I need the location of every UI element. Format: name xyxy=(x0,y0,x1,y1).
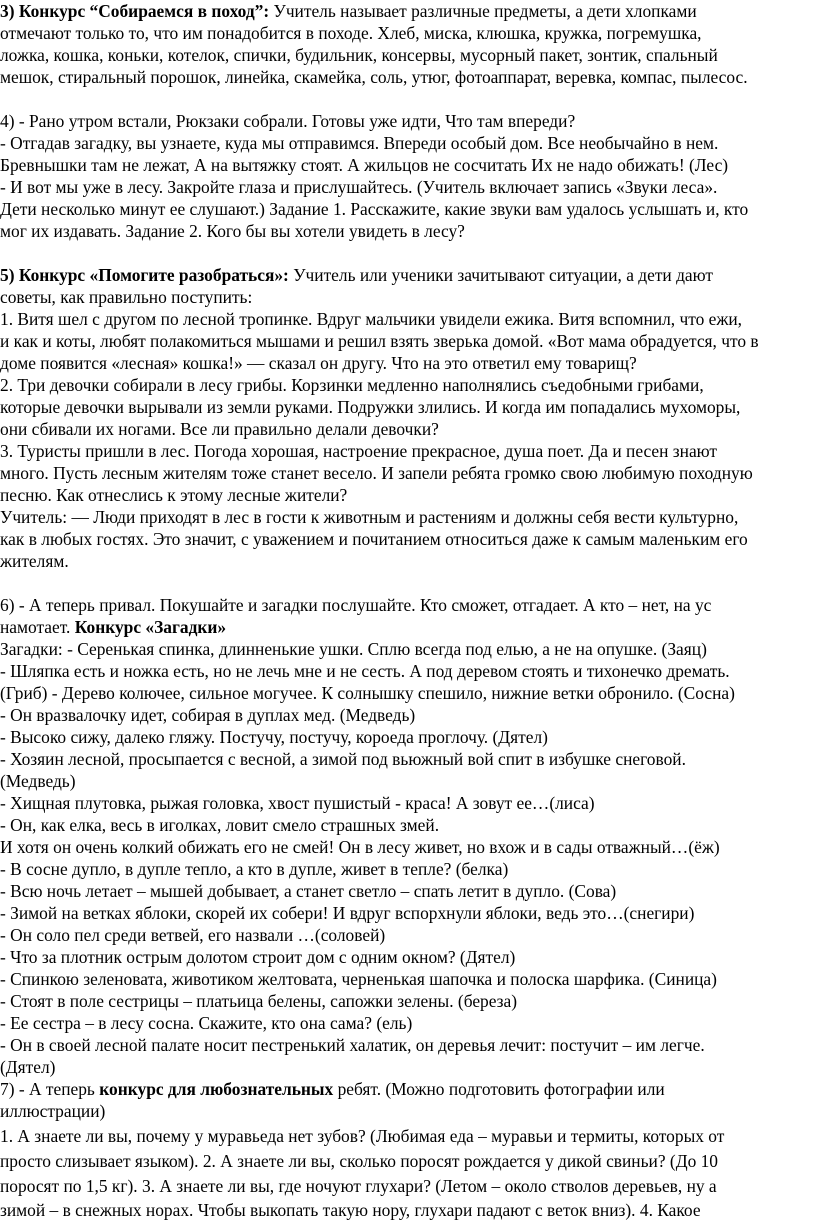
paragraph-line: зимой – в снежных норах. Чтобы выкопать такую нору, глухари падают с веток вниз). 4. Какое xyxy=(0,1200,701,1220)
riddle-line: Загадки: - Серенькая спинка, длинненькие ушки. Сплю всегда под елью, а не на опушке. (Заяц) xyxy=(0,639,707,659)
section-6-text: намотает. xyxy=(0,617,71,637)
riddle-line: - Он соло пел среди ветвей, его назвали …(соловей) xyxy=(0,925,386,945)
section-7-suffix: ребят. (Можно подготовить фотографии или xyxy=(337,1079,665,1099)
paragraph-line: как в любых гостях. Это значит, с уважением и почитанием относиться даже к самым маленьким его xyxy=(0,529,748,549)
riddle-line: - Хищная плутовка, рыжая головка, хвост пушистый - краса! А зовут ее…(лиса) xyxy=(0,793,595,813)
section-6-title: Конкурс «Загадки» xyxy=(74,617,227,637)
riddle-line: (Медведь) xyxy=(0,771,76,791)
paragraph-line: - Отгадав загадку, вы узнаете, куда мы отправимся. Впереди особый дом. Все необычайно в нем. xyxy=(0,133,719,153)
paragraph-line: Учитель: — Люди приходят в лес в гости к животным и растениям и должны себя вести культурно, xyxy=(0,507,739,527)
section-3-title: Конкурс “Собираемся в поход”: xyxy=(18,1,270,21)
riddle-line: - Спинкою зеленовата, животиком желтовата, черненькая шапочка и полоска шарфика. (Синица) xyxy=(0,969,717,989)
riddle-line: - Он в своей лесной палате носит пестренький халатик, он деревья лечит: постучит – им легче. xyxy=(0,1035,705,1055)
riddle-line: - Ее сестра – в лесу сосна. Скажите, кто она сама? (ель) xyxy=(0,1013,413,1033)
paragraph-line: отмечают только то, что им понадобится в походе. Хлеб, миска, клюшка, кружка, погремушка, xyxy=(0,23,702,43)
section-5-intro: Учитель или ученики зачитывают ситуации, а дети дают xyxy=(293,265,714,285)
paragraph-line: песню. Как отнеслись к этому лесные жители? xyxy=(0,485,348,505)
paragraph-line: иллюстрации) xyxy=(0,1101,106,1121)
section-7-prefix: 7) - А теперь xyxy=(0,1079,95,1099)
paragraph-line: много. Пусть лесным жителям тоже станет весело. И запели ребята громко свою любимую походную xyxy=(0,463,753,483)
paragraph-line: жителям. xyxy=(0,551,69,571)
paragraph-line: поросят по 1,5 кг). 3. А знаете ли вы, где ночуют глухари? (Летом – около стволов деревьев, ну а xyxy=(0,1176,717,1196)
paragraph-line: они сбивали их ногами. Все ли правильно делали девочки? xyxy=(0,419,439,439)
paragraph-line: просто слизывает языком). 2. А знаете ли вы, сколько поросят рождается у дикой свиньи? (До 10 xyxy=(0,1151,719,1171)
section-6-heading-line xyxy=(0,616,226,638)
riddle-line: (Дятел) xyxy=(0,1057,56,1077)
paragraph-line: ложка, кошка, коньки, котелок, спички, будильник, консервы, мусорный пакет, зонтик, спальный xyxy=(0,45,718,65)
section-3-heading-line xyxy=(0,0,697,22)
paragraph-line: 4) - Рано утром встали, Рюкзаки собрали. Готовы уже идти, Что там впереди? xyxy=(0,111,576,131)
section-3-intro: Учитель называет различные предметы, а дети хлопками xyxy=(273,1,697,21)
section-7-title: конкурс для любознательных xyxy=(99,1079,334,1099)
riddle-line: И хотя он очень колкий обижать его не смей! Он в лесу живет, но вхож и в сады отважный…(ёж) xyxy=(0,837,720,857)
paragraph-line: Бревнышки там не лежат, А на вытяжку стоят. А жильцов не сосчитать Их не надо обижать! (Лес) xyxy=(0,155,729,175)
paragraph-line: мешок, стиральный порошок, линейка, скамейка, соль, утюг, фотоаппарат, веревка, компас, пылесос. xyxy=(0,67,748,87)
paragraph-line: мог их издавать. Задание 2. Кого бы вы хотели увидеть в лесу? xyxy=(0,221,465,241)
paragraph-line: советы, как правильно поступить: xyxy=(0,287,253,307)
paragraph-line: 2. Три девочки собирали в лесу грибы. Корзинки медленно наполнялись съедобными грибами, xyxy=(0,375,704,395)
paragraph-line: 3. Туристы пришли в лес. Погода хорошая, настроение прекрасное, душа поет. Да и песен знают xyxy=(0,441,718,461)
section-7-heading-line xyxy=(0,1078,665,1100)
section-5-title: 5) Конкурс «Помогите разобраться»: xyxy=(0,265,289,285)
riddle-line: - Стоят в поле сестрицы – платьица белены, сапожки зелены. (береза) xyxy=(0,991,518,1011)
paragraph-line: доме появится «лесная» кошка!» — сказал он другу. Что на это ответил ему товарищ? xyxy=(0,353,637,373)
riddle-line: - Хозяин лесной, просыпается с весной, а зимой под вьюжный вой спит в избушке снеговой. xyxy=(0,749,686,769)
paragraph-line: 6) - А теперь привал. Покушайте и загадки послушайте. Кто сможет, отгадает. А кто – нет, на ус xyxy=(0,595,712,615)
paragraph-line: Дети несколько минут ее слушают.) Задание 1. Расскажите, какие звуки вам удалось услышать и, кто xyxy=(0,199,749,219)
paragraph-line: которые девочки вырывали из земли руками. Подружки злились. И когда им попадались мухоморы, xyxy=(0,397,741,417)
riddle-line: (Гриб) - Дерево колючее, сильное могучее. К солнышку спешило, нижние ветки обронило. (Сосна) xyxy=(0,683,735,703)
riddle-line: - Зимой на ветках яблоки, скорей их собери! И вдруг вспорхнули яблоки, ведь это…(снегири) xyxy=(0,903,695,923)
paragraph-line: 1. Витя шел с другом по лесной тропинке. Вдруг мальчики увидели ежика. Витя вспомнил, что ежи, xyxy=(0,309,743,329)
riddle-line: - Что за плотник острым долотом строит дом с одним окном? (Дятел) xyxy=(0,947,516,967)
riddle-line: - Всю ночь летает – мышей добывает, а станет светло – спать летит в дупло. (Сова) xyxy=(0,881,617,901)
paragraph-line: и как и коты, любят полакомиться мышами и решил взять зверька домой. «Вот мама обрадуется, что в xyxy=(0,331,759,351)
riddle-line: - Высоко сижу, далеко гляжу. Постучу, постучу, короеда проглочу. (Дятел) xyxy=(0,727,548,747)
riddle-line: - Он, как елка, весь в иголках, ловит смело страшных змей. xyxy=(0,815,440,835)
paragraph-line: - И вот мы уже в лесу. Закройте глаза и прислушайтесь. (Учитель включает запись «Звуки леса». xyxy=(0,177,718,197)
paragraph-line: 1. А знаете ли вы, почему у муравьеда нет зубов? (Любимая еда – муравьи и термиты, которых от xyxy=(0,1126,725,1146)
riddle-line: - Шляпка есть и ножка есть, но не лечь мне и не сесть. А под деревом стоять и тихонечко дремать. xyxy=(0,661,730,681)
riddle-line: - Он вразвалочку идет, собирая в дуплах мед. (Медведь) xyxy=(0,705,416,725)
section-5-heading-line xyxy=(0,264,713,286)
riddle-line: - В сосне дупло, в дупле тепло, а кто в дупле, живет в тепле? (белка) xyxy=(0,859,509,879)
section-3-number: 3) xyxy=(0,1,15,21)
